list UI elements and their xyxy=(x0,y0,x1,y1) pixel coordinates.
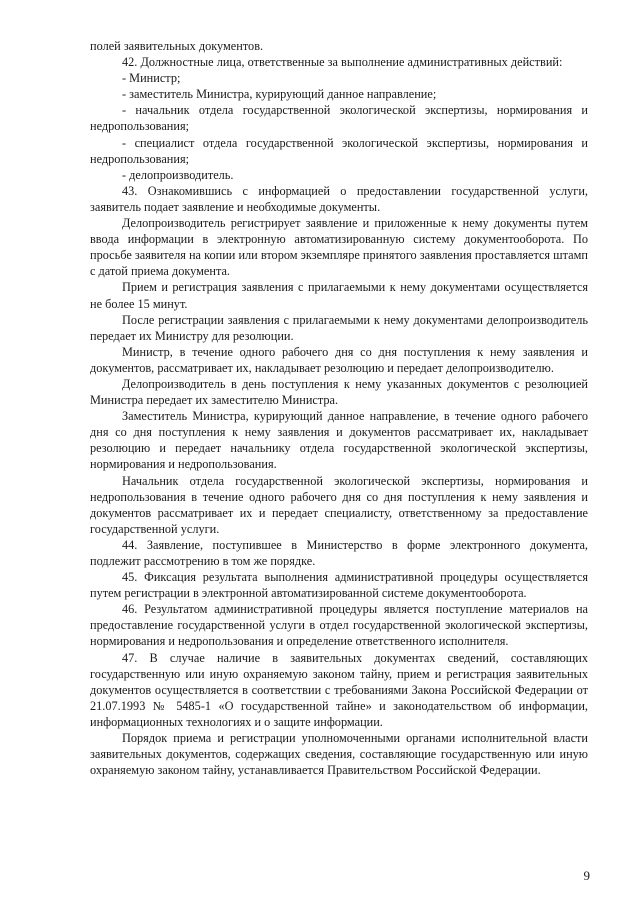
list-item-department-head: - начальник отдела государственной экологической экспертизы, нормирования и недропользования; xyxy=(90,103,588,134)
paragraph-47: 47. В случае наличие в заявительных документах сведений, составляющих государственную или иную охраняемую законом тайну, прием и регистрация заявительных документов осуществляется в соответствии с требованиями Закона Российской Федерации от 21.07.1993 № 5485-1 «О государственной тайне» и законодательством об информации, информационных технологиях и о защите информации. xyxy=(90,650,588,729)
paragraph-transfer-to-minister: После регистрации заявления с прилагаемыми к нему документами делопроизводитель передает их Министру для резолюции. xyxy=(90,312,588,343)
list-item-clerk: - делопроизводитель. xyxy=(122,167,234,182)
paragraph-44: 44. Заявление, поступившее в Министерство в форме электронного документа, подлежит рассмотрению в том же порядке. xyxy=(90,537,588,568)
list-item-minister: - Министр; xyxy=(122,71,181,86)
paragraph-head-review: Начальник отдела государственной экологической экспертизы, нормирования и недропользования в течение одного рабочего дня со дня поступления к нему заявления и документов рассматривает их и передает специалисту, ответственному за предоставление государственной услуги. xyxy=(90,473,588,536)
paragraph-continuation: полей заявительных документов. xyxy=(90,39,264,53)
document-body xyxy=(90,38,588,778)
paragraph-secret-procedure: Порядок приема и регистрации уполномоченными органами исполнительной власти заявительных документов, содержащих сведения, составляющие государственную или иную охраняемую законом тайну, устанавливается Правительством Российской Федерации. xyxy=(90,731,588,778)
page-number: 9 xyxy=(583,868,590,883)
paragraph-registration-time: Прием и регистрация заявления с прилагаемыми к нему документами осуществляется не более 15 минут. xyxy=(90,280,588,311)
paragraph-registration: Делопроизводитель регистрирует заявление и приложенные к нему документы путем ввода информации в электронную автоматизированную систему документооборота. По просьбе заявителя на копии или втором экземпляре принятого заявления проставляется штамп с датой приема документа. xyxy=(90,216,588,279)
list-item-deputy-minister: - заместитель Министра, курирующий данное направление; xyxy=(122,87,437,102)
paragraph-42-heading: 42. Должностные лица, ответственные за выполнение административных действий: xyxy=(122,55,563,70)
paragraph-minister-review: Министр, в течение одного рабочего дня со дня поступления к нему заявления и документов, рассматривает их, накладывает резолюцию и передает делопроизводителю. xyxy=(90,344,588,375)
paragraph-43: 43. Ознакомившись с информацией о предоставлении государственной услуги, заявитель подает заявление и необходимые документы. xyxy=(90,183,588,214)
paragraph-deputy-review: Заместитель Министра, курирующий данное направление, в течение одного рабочего дня со дня поступления к нему заявления и документов рассматривает их, накладывает резолюцию и передает начальнику отдела государственной экологической экспертизы, нормирования и недропользования. xyxy=(90,409,588,472)
list-item-department-specialist: - специалист отдела государственной экологической экспертизы, нормирования и недропользования; xyxy=(90,135,588,166)
paragraph-46: 46. Результатом административной процедуры является поступление материалов на предоставление государственной услуги в отдел государственной экологической экспертизы, нормирования и недропользования и определение ответственного исполнителя. xyxy=(90,602,588,649)
paragraph-45: 45. Фиксация результата выполнения административной процедуры осуществляется путем регистрации в электронной автоматизированной системе документооборота. xyxy=(90,570,588,601)
paragraph-clerk-transfer: Делопроизводитель в день поступления к нему указанных документов с резолюцией Министра передает их заместителю Министра. xyxy=(90,376,588,408)
